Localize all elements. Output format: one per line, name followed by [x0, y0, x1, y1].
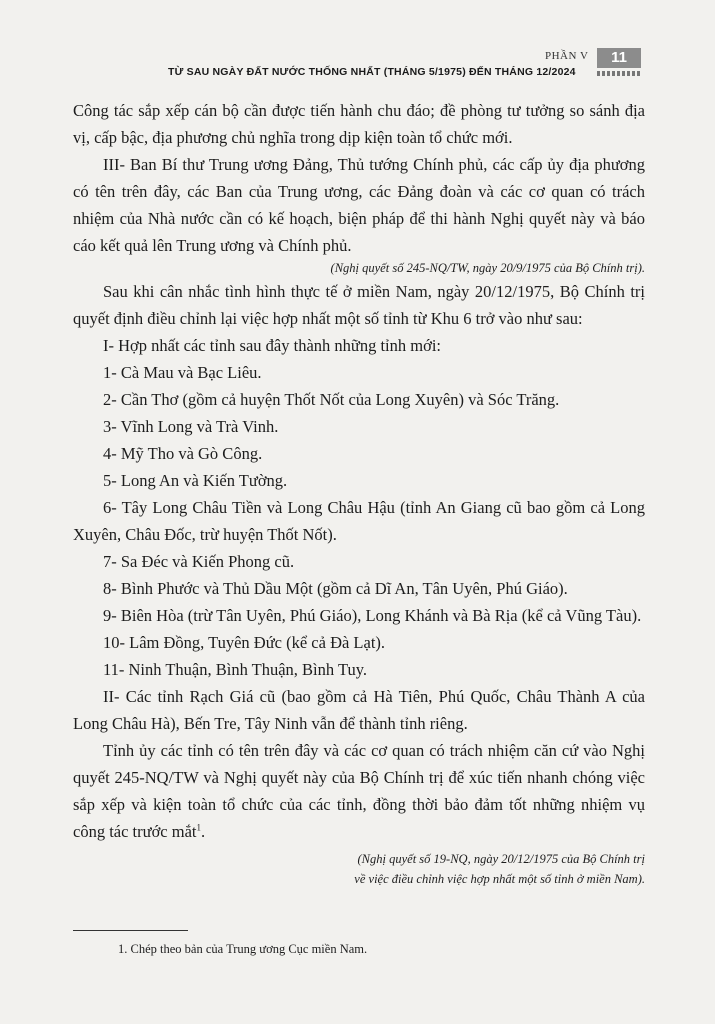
list-item: 1- Cà Mau và Bạc Liêu. [103, 363, 262, 382]
section-1-heading: I- Hợp nhất các tỉnh sau đây thành những tỉnh mới: [103, 336, 441, 355]
page-number: 11 [597, 48, 641, 68]
list-item: 6- Tây Long Châu Tiền và Long Châu Hậu (tỉnh An Giang cũ bao gồm cả Long Xuyên, Châu Đốc, trừ huyện Thốt Nốt). [73, 498, 645, 544]
list-item: 2- Cần Thơ (gồm cả huyện Thốt Nốt của Long Xuyên) và Sóc Trăng. [103, 390, 560, 409]
running-header-title: TỪ SAU NGÀY ĐẤT NƯỚC THỐNG NHẤT (THÁNG 5/1975) ĐẾN THÁNG 12/2024 [168, 66, 576, 78]
citation-19: (Nghị quyết số 19-NQ, ngày 20/12/1975 của Bộ Chính trị về việc điều chỉnh việc hợp nhất một số tỉnh ở miền Nam). [354, 852, 645, 886]
footnote-ref: 1 [196, 822, 201, 833]
page-body [73, 97, 645, 889]
footnote: 1. Chép theo bản của Trung ương Cục miền Nam. [118, 942, 368, 956]
list-item: 11- Ninh Thuận, Bình Thuận, Bình Tuy. [103, 660, 368, 679]
paragraph-3: Sau khi cân nhắc tình hình thực tế ở miền Nam, ngày 20/12/1975, Bộ Chính trị quyết định điều chỉnh lại việc hợp nhất một số tỉnh từ Khu 6 trở vào như sau: [73, 282, 645, 328]
citation-245: (Nghị quyết số 245-NQ/TW, ngày 20/9/1975 của Bộ Chính trị). [330, 261, 645, 275]
section-2: II- Các tỉnh Rạch Giá cũ (bao gồm cả Hà Tiên, Phú Quốc, Châu Thành A của Long Châu Hà), Bến Tre, Tây Ninh vẫn để thành tỉnh riêng. [73, 687, 645, 733]
paragraph-2: III- Ban Bí thư Trung ương Đảng, Thủ tướng Chính phủ, các cấp ủy địa phương có tên trên đây, các Ban của Trung ương, các Đảng đoàn và các cơ quan có trách nhiệm của Nhà nước cần có kế hoạch, biện pháp để thi hành Nghị quyết này và báo cáo kết quả lên Trung ương và Chính phủ. [73, 155, 645, 255]
footnote-divider [73, 930, 188, 931]
list-item: 3- Vĩnh Long và Trà Vinh. [103, 417, 279, 436]
paragraph-4: Tỉnh ủy các tỉnh có tên trên đây và các cơ quan có trách nhiệm căn cứ vào Nghị quyết 245-NQ/TW và Nghị quyết này của Bộ Chính trị để xúc tiến nhanh chóng việc sắp xếp và kiện toàn tổ chức của các tỉnh, đồng thời bảo đảm tốt những nhiệm vụ công tác trước mắt$^1$. [73, 741, 645, 841]
paragraph-1: Công tác sắp xếp cán bộ cần được tiến hành chu đáo; đề phòng tư tưởng so sánh địa vị, cấp bậc, địa phương chủ nghĩa trong dịp kiện toàn tổ chức mới. [73, 101, 645, 147]
page-number-decoration [597, 71, 641, 76]
list-item: 5- Long An và Kiến Tường. [103, 471, 288, 490]
header-part-label: PHẦN V [545, 50, 589, 62]
list-item: 10- Lâm Đồng, Tuyên Đức (kể cả Đà Lạt). [103, 633, 386, 652]
list-item: 9- Biên Hòa (trừ Tân Uyên, Phú Giáo), Long Khánh và Bà Rịa (kể cả Vũng Tàu). [103, 606, 642, 625]
list-item: 4- Mỹ Tho và Gò Công. [103, 444, 263, 463]
list-item: 8- Bình Phước và Thủ Dầu Một (gồm cả Dĩ An, Tân Uyên, Phú Giáo). [103, 579, 568, 598]
list-item: 7- Sa Đéc và Kiến Phong cũ. [103, 552, 295, 571]
